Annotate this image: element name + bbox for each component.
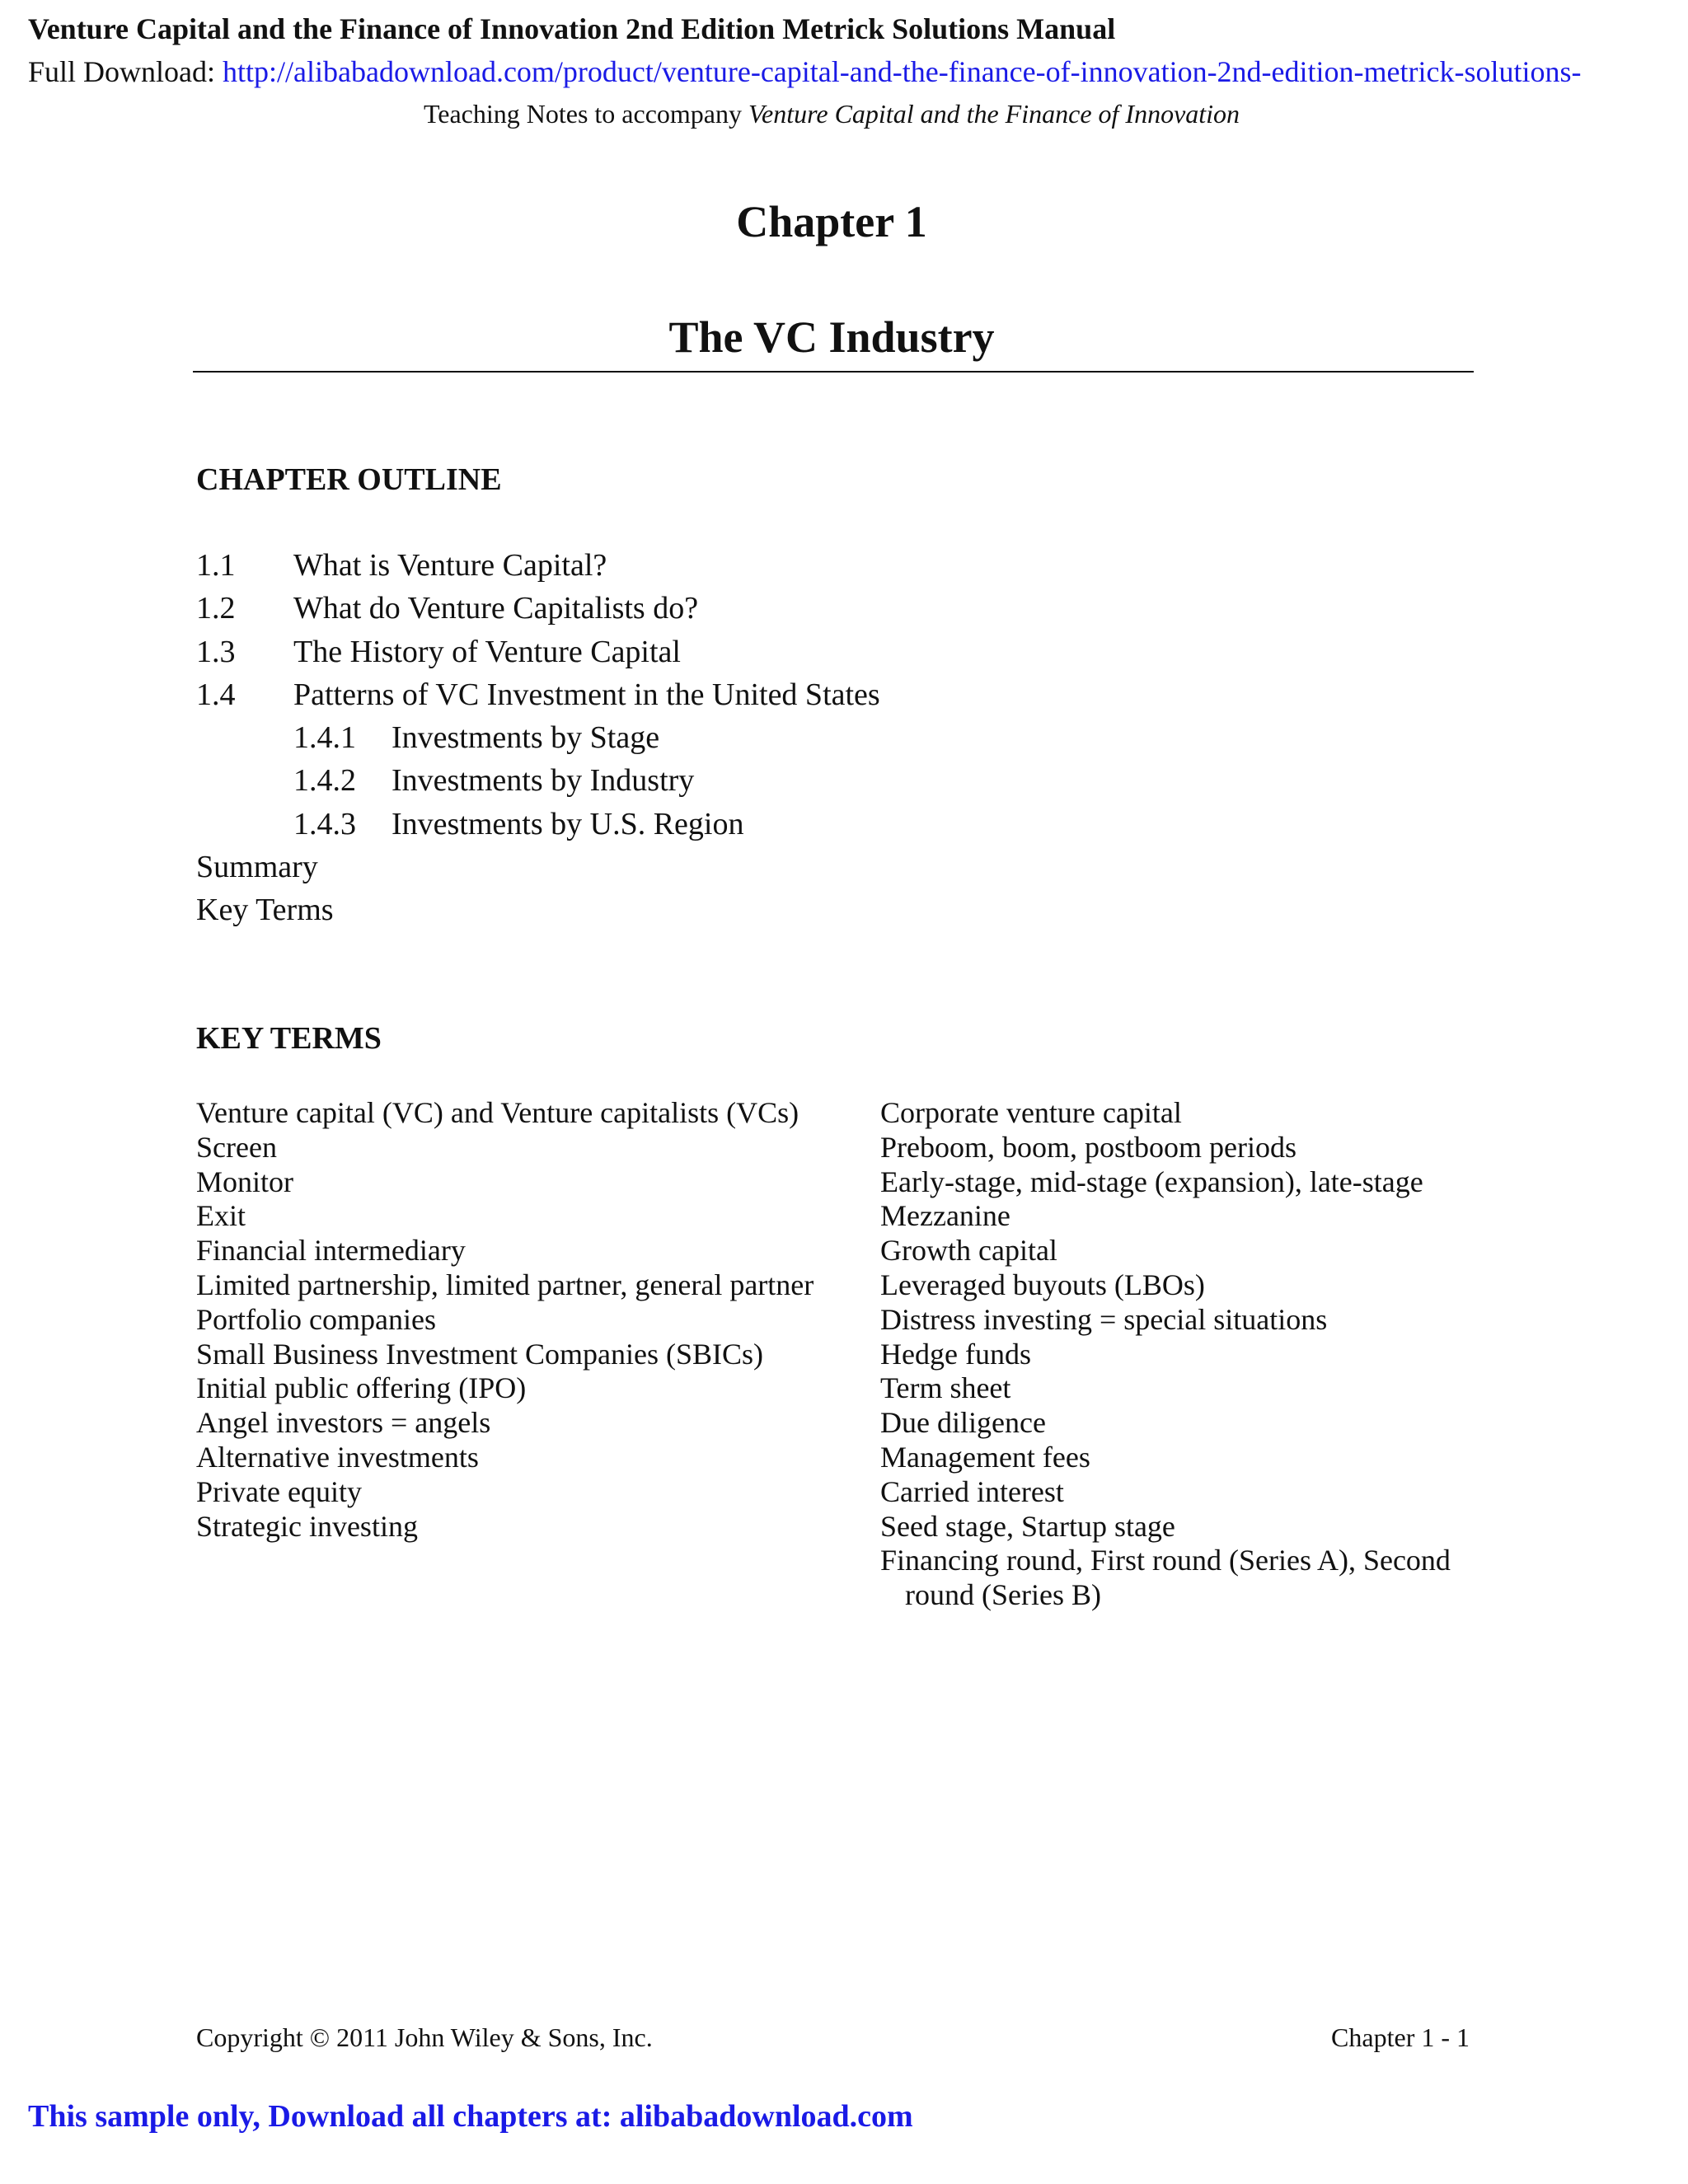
download-label: Full Download: [28, 55, 223, 88]
key-term: Limited partnership, limited partner, general partner [196, 1268, 814, 1301]
chapter-title: The VC Industry [668, 312, 995, 362]
key-term: Initial public offering (IPO) [196, 1371, 527, 1405]
key-term: Due diligence [880, 1406, 1046, 1440]
outline-item-text: What is Venture Capital? [293, 548, 607, 583]
outline-item-number: 1.4.3 [293, 806, 356, 841]
key-term: Strategic investing [196, 1509, 418, 1543]
outline-item-text: Investments by Stage [392, 720, 660, 756]
page-number: Chapter 1 - 1 [1331, 2022, 1470, 2052]
banner-download-line [28, 54, 1581, 89]
key-term: Portfolio companies [196, 1302, 436, 1336]
book-title: Venture Capital and the Finance of Innovation [748, 99, 1240, 129]
key-term: Alternative investments [196, 1440, 479, 1474]
key-term: Seed stage, Startup stage [880, 1509, 1175, 1543]
promo-footer: This sample only, Download all chapters at: alibabadownload.com [28, 2099, 913, 2134]
outline-item-number: 1.2 [196, 591, 236, 626]
outline-item-text: The History of Venture Capital [293, 634, 681, 669]
key-term: Distress investing = special situations [880, 1302, 1328, 1336]
key-term: Financing round, First round (Series A), Second round (Series B) [880, 1544, 1451, 1612]
key-term: Term sheet [880, 1371, 1011, 1405]
key-term: Venture capital (VC) and Venture capitalists (VCs) [196, 1096, 799, 1129]
outline-heading: CHAPTER OUTLINE [196, 462, 502, 497]
key-term: Screen [196, 1130, 277, 1164]
outline-item-text: Investments by U.S. Region [392, 806, 744, 841]
outline-item-text: Key Terms [196, 893, 334, 928]
teaching-notes-prefix: Teaching Notes to accompany [423, 99, 748, 129]
chapter-number: Chapter 1 [736, 197, 927, 246]
key-term: Preboom, boom, postboom periods [880, 1130, 1296, 1164]
key-term: Financial intermediary [196, 1234, 466, 1268]
outline-item-number: 1.4 [196, 677, 236, 712]
banner-title: Venture Capital and the Finance of Innovation 2nd Edition Metrick Solutions Manual [28, 12, 1116, 45]
key-term: Leveraged buyouts (LBOs) [880, 1268, 1205, 1301]
download-link[interactable]: http://alibabadownload.com/product/venture-capital-and-the-finance-of-innovation-2nd-edition-metrick-solutions- [223, 55, 1582, 88]
outline-item-number: 1.1 [196, 548, 236, 583]
key-term: Mezzanine [880, 1199, 1010, 1233]
key-term: Small Business Investment Companies (SBICs) [196, 1337, 763, 1371]
key-term: Management fees [880, 1440, 1090, 1474]
key-term: Early-stage, mid-stage (expansion), late-stage [880, 1165, 1423, 1198]
key-term: Angel investors = angels [196, 1406, 491, 1440]
key-term: Growth capital [880, 1234, 1057, 1268]
key-terms-right-column [880, 1096, 1490, 1613]
outline-item-text: Patterns of VC Investment in the United States [293, 677, 880, 712]
teaching-notes-header [0, 99, 1663, 129]
title-divider [193, 371, 1474, 373]
key-terms-heading: KEY TERMS [196, 1021, 382, 1056]
key-term: Private equity [196, 1474, 362, 1508]
key-term: Corporate venture capital [880, 1096, 1182, 1129]
outline-item-text: What do Venture Capitalists do? [293, 591, 699, 626]
key-term: Carried interest [880, 1474, 1064, 1508]
key-terms-left-column [196, 1096, 847, 1544]
copyright-notice: Copyright © 2011 John Wiley & Sons, Inc. [196, 2022, 653, 2052]
key-term: Monitor [196, 1165, 294, 1198]
outline-item-number: 1.4.2 [293, 763, 356, 799]
outline-item-text: Summary [196, 850, 318, 885]
key-term: Exit [196, 1199, 246, 1233]
outline-item-number: 1.3 [196, 634, 236, 669]
outline-item-text: Investments by Industry [392, 763, 695, 799]
outline-item-number: 1.4.1 [293, 720, 356, 756]
key-term: Hedge funds [880, 1337, 1031, 1371]
